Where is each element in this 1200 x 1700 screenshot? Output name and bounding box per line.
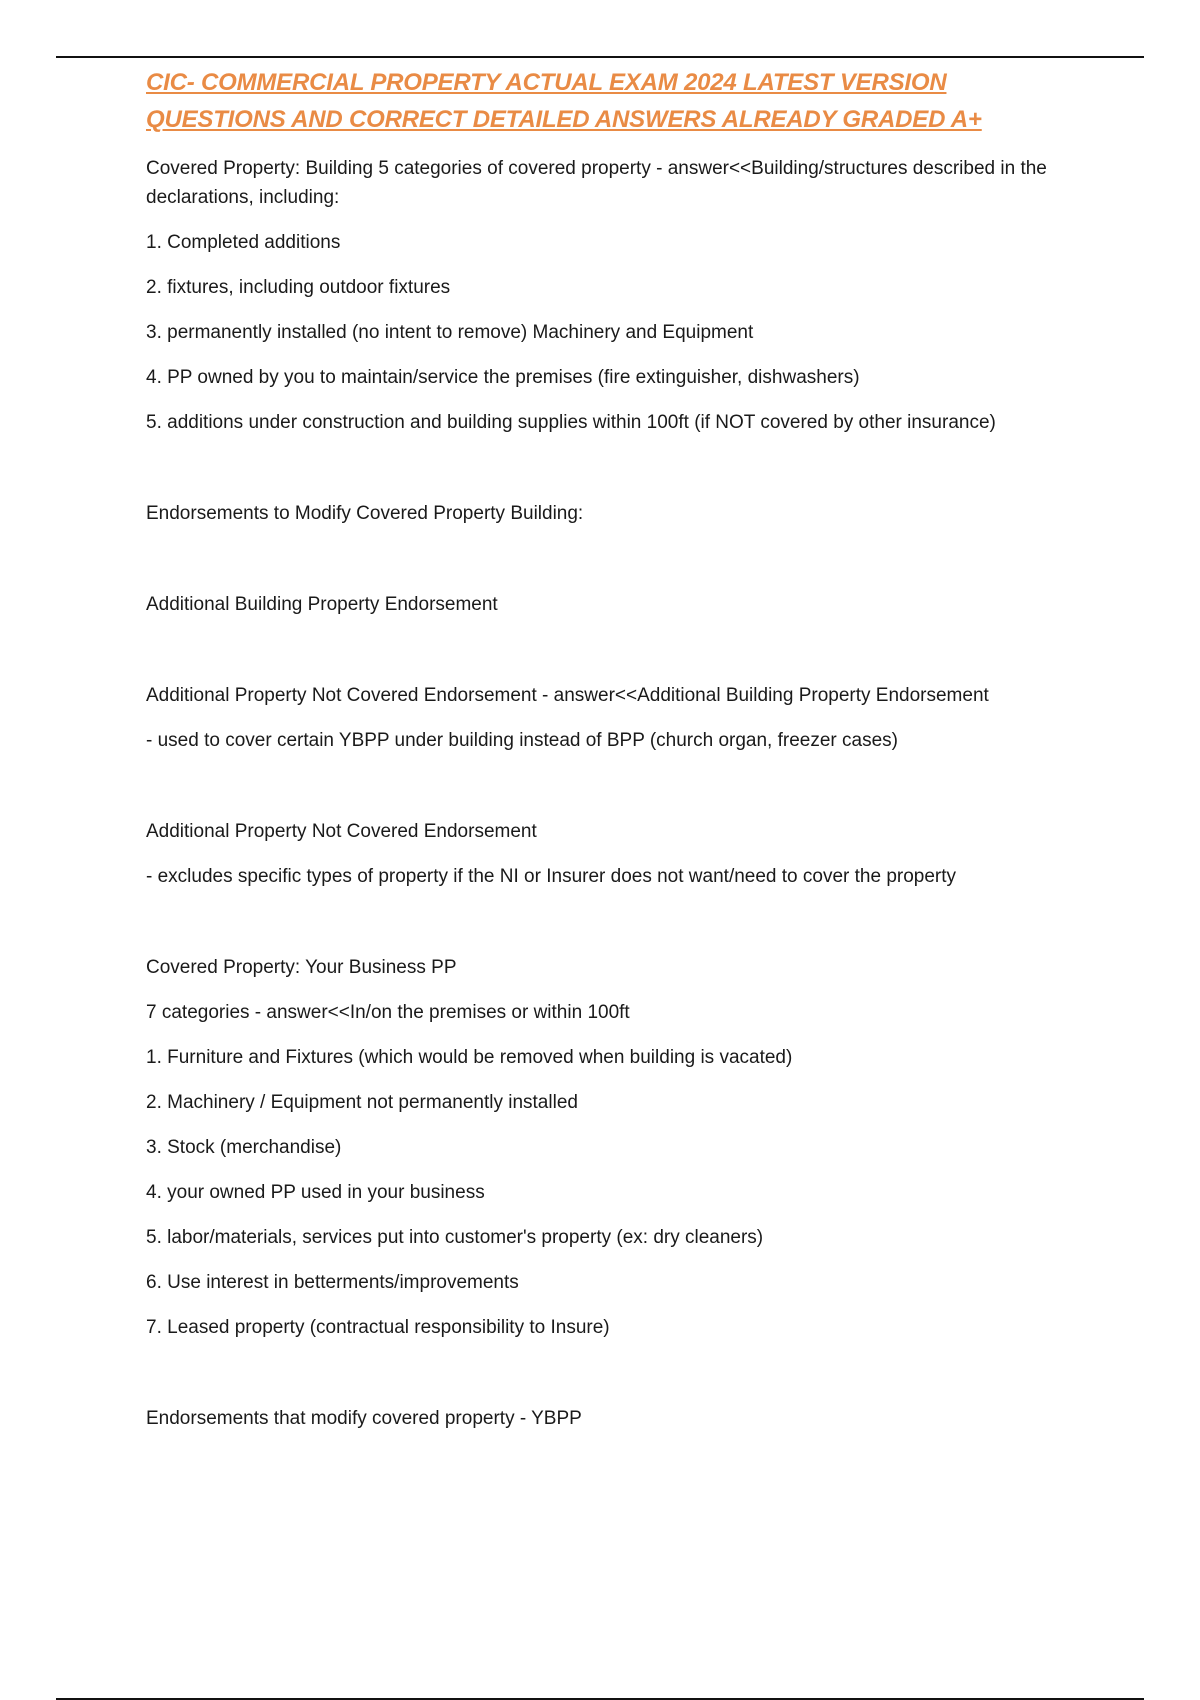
paragraph-not-covered-endorsement: Additional Property Not Covered Endorsement [146,821,537,842]
list-item: 2. Machinery / Equipment not permanently installed [146,1092,578,1113]
paragraph-your-business-pp: Covered Property: Your Business PP [146,957,457,978]
paragraph-line: 7 categories - answer<<In/on the premises or within 100ft [146,1002,630,1023]
list-item: 5. labor/materials, services put into customer's property (ex: dry cleaners) [146,1227,764,1248]
list-item: 4. your owned PP used in your business [146,1182,485,1203]
paragraph-line: - used to cover certain YBPP under building instead of BPP (church organ, freezer cases) [146,730,898,751]
list-item: 1. Completed additions [146,232,341,253]
blank-line [146,907,1086,953]
paragraph-additional-building-endorsement: Additional Building Property Endorsement [146,594,498,615]
blank-line [146,453,1086,499]
paragraph-covered-property-building: Covered Property: Building 5 categories of covered property - answer<<Building/structures described in the declarations, including: [146,158,1053,208]
list-item: 6. Use interest in betterments/improvements [146,1272,519,1293]
list-item: 5. additions under construction and building supplies within 100ft (if NOT covered by other insurance) [146,412,996,433]
paragraph-line: - excludes specific types of property if the NI or Insurer does not want/need to cover the property [146,866,957,887]
paragraph-not-covered-endorsement-answer: Additional Property Not Covered Endorsement - answer<<Additional Building Property Endorsement [146,685,989,706]
document-body [146,64,1086,1449]
blank-line [146,771,1086,817]
blank-line [146,544,1086,590]
list-item: 1. Furniture and Fixtures (which would be removed when building is vacated) [146,1047,793,1068]
blank-line [146,635,1086,681]
list-item: 3. permanently installed (no intent to remove) Machinery and Equipment [146,322,754,343]
document-title: CIC- COMMERCIAL PROPERTY ACTUAL EXAM 2024 LATEST VERSION QUESTIONS AND CORRECT DETAILED ANSWERS ALREADY GRADED A+ [146,69,982,133]
list-item: 2. fixtures, including outdoor fixtures [146,277,451,298]
blank-line [146,1358,1086,1404]
top-rule [56,56,1144,58]
paragraph-endorsements-building: Endorsements to Modify Covered Property Building: [146,503,584,524]
paragraph-endorsements-ybpp: Endorsements that modify covered property - YBPP [146,1408,582,1429]
list-item: 3. Stock (merchandise) [146,1137,342,1158]
list-item: 4. PP owned by you to maintain/service the premises (fire extinguisher, dishwashers) [146,367,860,388]
list-item: 7. Leased property (contractual responsibility to Insure) [146,1317,610,1338]
